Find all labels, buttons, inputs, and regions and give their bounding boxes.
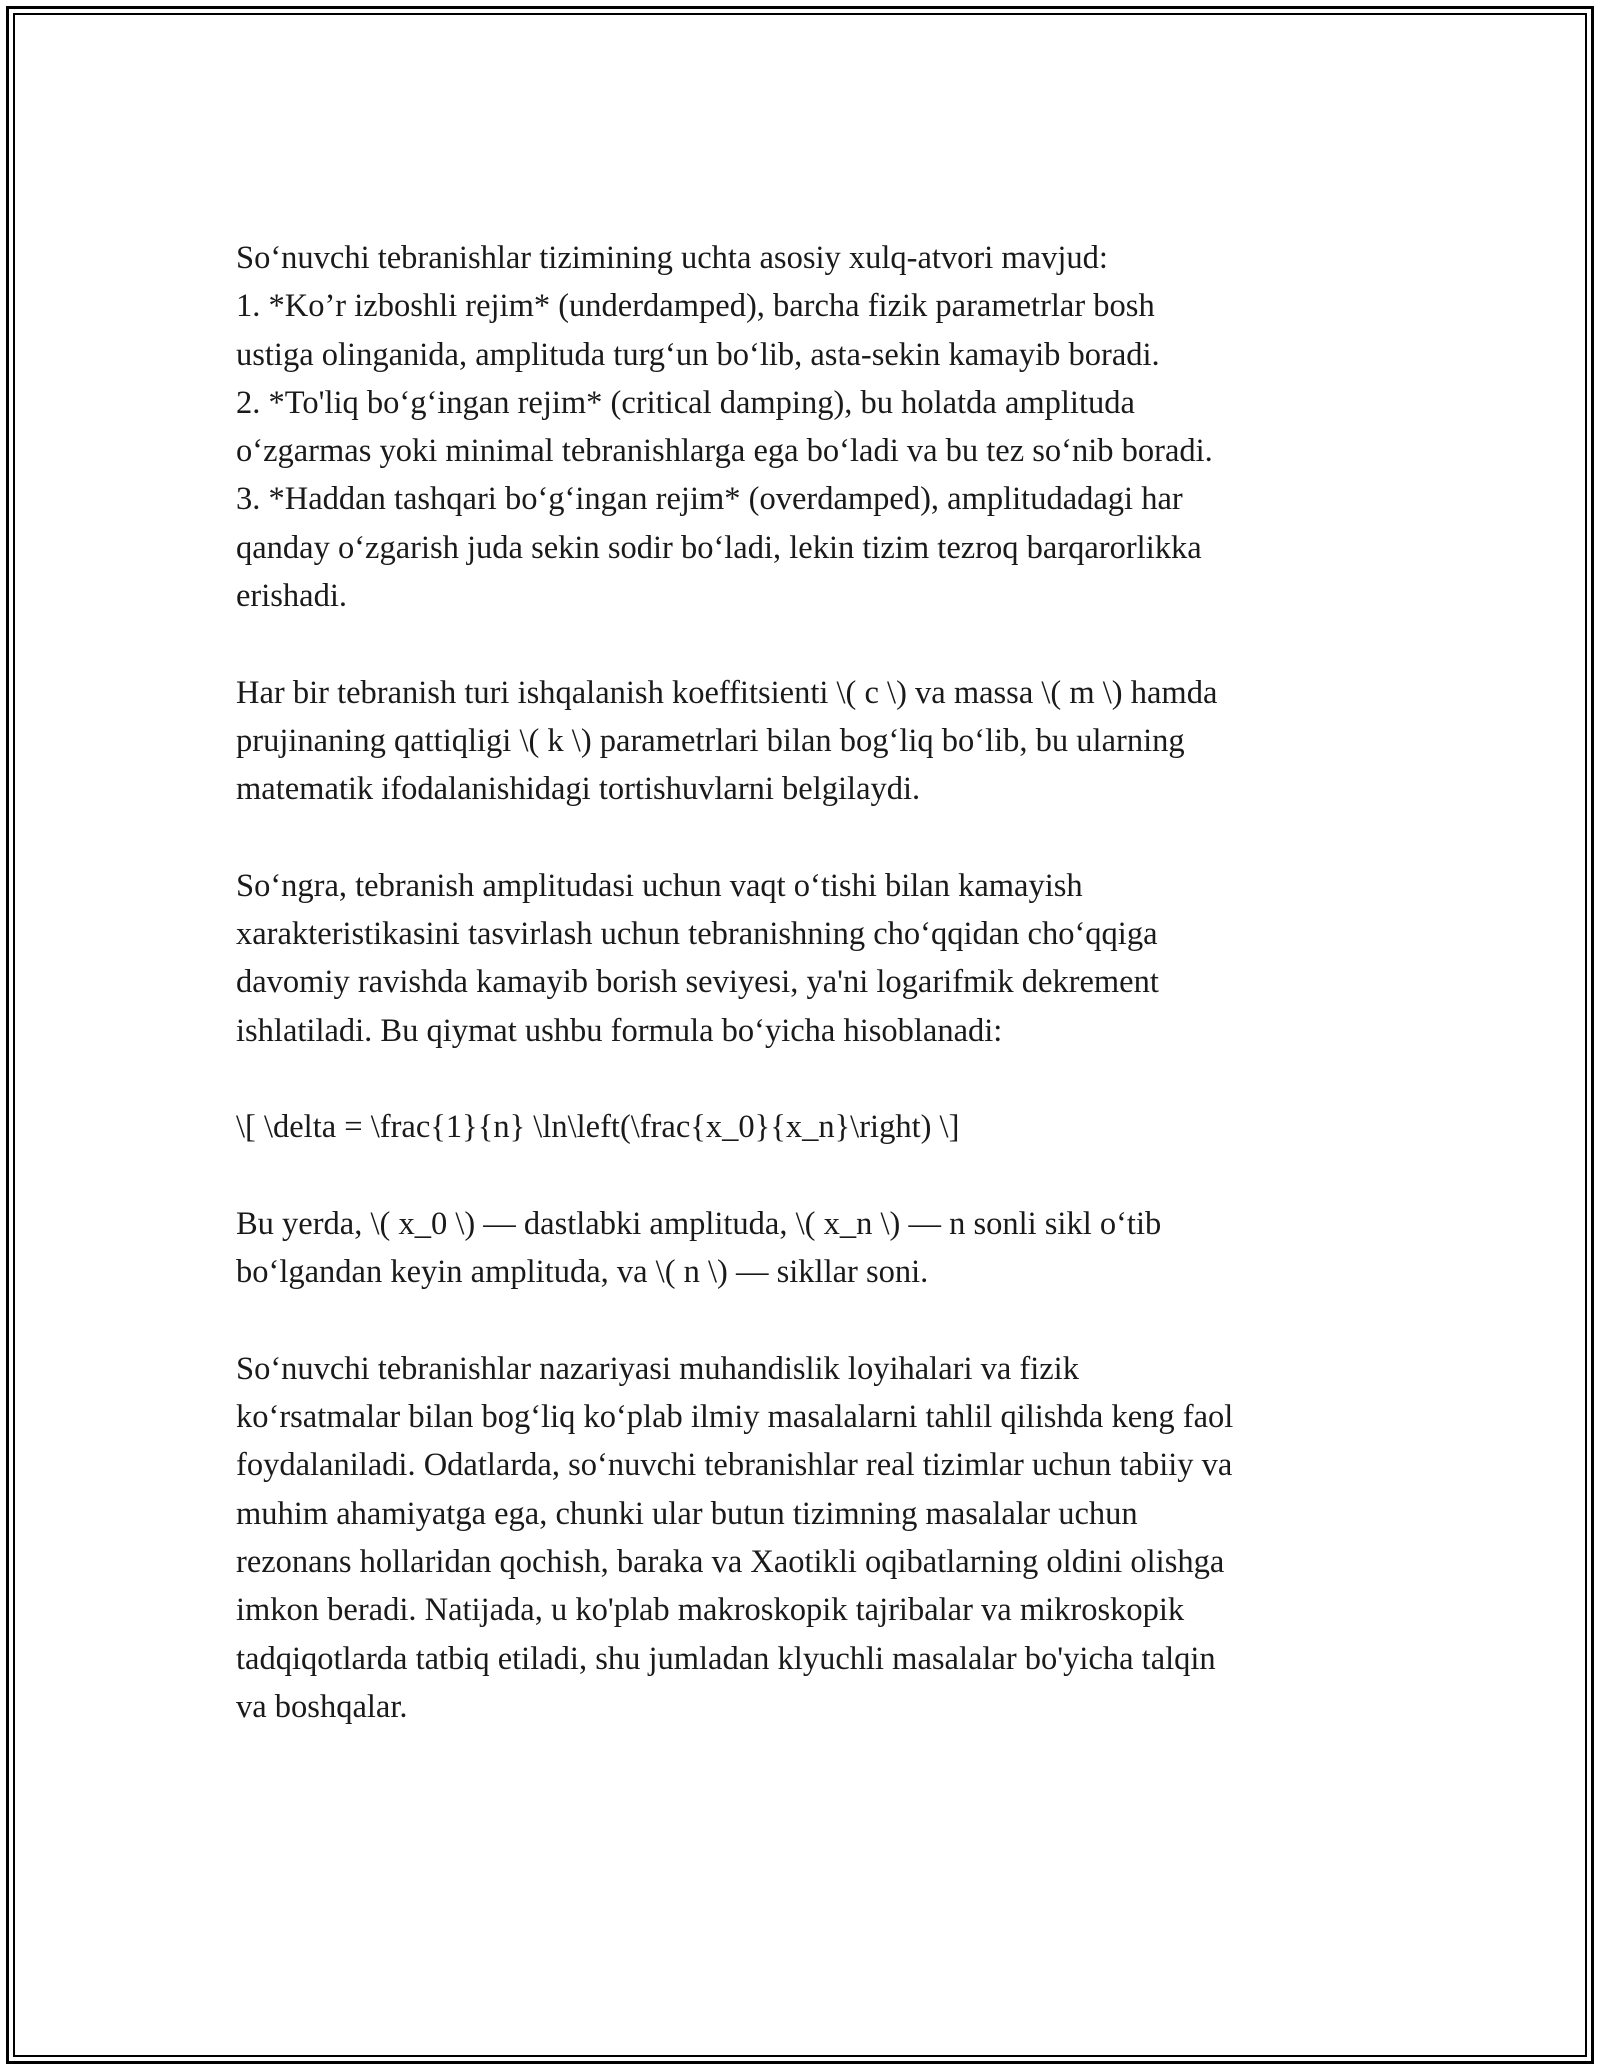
- text-line: matematik ifodalanishidagi tortishuvlarni belgilaydi.: [236, 771, 921, 808]
- paragraph-regimes: [236, 234, 1386, 620]
- text-line: 3. *Haddan tashqari bo‘g‘ingan rejim* (overdamped), amplitudadagi har: [236, 481, 1183, 518]
- text-line: So‘nuvchi tebranishlar nazariyasi muhandislik loyihalari va fizik: [236, 1350, 1079, 1387]
- text-line: erishadi.: [236, 578, 348, 615]
- text-line: bo‘lgandan keyin amplituda, va \( n \) — sikllar soni.: [236, 1254, 929, 1291]
- text-line: ko‘rsatmalar bilan bog‘liq ko‘plab ilmiy masalalarni tahlil qilishda keng faol: [236, 1399, 1234, 1436]
- text-line: davomiy ravishda kamayib borish seviyesi, ya'ni logarifmik dekrement: [236, 964, 1159, 1001]
- text-line: tadqiqotlarda tatbiq etiladi, shu jumladan klyuchli masalalar bo'yicha talqin: [236, 1640, 1216, 1677]
- text-line: So‘nuvchi tebranishlar tizimining uchta asosiy xulq-atvori mavjud:: [236, 240, 1108, 276]
- text-line: 2. *To'liq bo‘g‘ingan rejim* (critical damping), bu holatda amplituda: [236, 384, 1135, 421]
- text-line: imkon beradi. Natijada, u ko'plab makroskopik tajribalar va mikroskopik: [236, 1592, 1185, 1629]
- text-line: prujinaning qattiqligi \( k \) parametrlari bilan bog‘liq bo‘lib, bu ularning: [236, 722, 1185, 759]
- text-line: So‘ngra, tebranish amplitudasi uchun vaqt o‘tishi bilan kamayish: [236, 867, 1083, 904]
- text-line: rezonans hollaridan qochish, baraka va Xaotikli oqibatlarning oldini olishga: [236, 1544, 1225, 1581]
- paragraph-parameters: [236, 669, 1386, 814]
- text-line: foydalaniladi. Odatlarda, so‘nuvchi tebranishlar real tizimlar uchun tabiiy va: [236, 1447, 1233, 1484]
- text-line: xarakteristikasini tasvirlash uchun tebranishning cho‘qqidan cho‘qqiga: [236, 916, 1158, 953]
- formula-line: [236, 1103, 1386, 1151]
- text-line: qanday o‘zgarish juda sekin sodir bo‘ladi, lekin tizim tezroq barqarorlikka: [236, 529, 1202, 566]
- text-line: muhim ahamiyatga ega, chunki ular butun tizimning masalalar uchun: [236, 1495, 1138, 1532]
- text-line: va boshqalar.: [236, 1688, 408, 1725]
- text-line: \[ \delta = \frac{1}{n} \ln\left(\frac{x_0}{x_n}\right) \]: [236, 1109, 960, 1146]
- text-line: 1. *Ko’r izboshli rejim* (underdamped), barcha fizik parametrlar bosh: [236, 288, 1155, 325]
- document-body: [236, 234, 1386, 1780]
- text-line: Har bir tebranish turi ishqalanish koeffitsienti \( c \) va massa \( m \) hamda: [236, 674, 1218, 711]
- text-line: ustiga olinganida, amplituda turg‘un bo‘lib, asta-sekin kamayib boradi.: [236, 336, 1160, 373]
- paragraph-applications: [236, 1345, 1386, 1731]
- text-line: o‘zgarmas yoki minimal tebranishlarga ega bo‘ladi va bu tez so‘nib boradi.: [236, 433, 1213, 470]
- text-line: Bu yerda, \( x_0 \) — dastlabki amplituda, \( x_n \) — n sonli sikl o‘tib: [236, 1205, 1162, 1242]
- text-line: ishlatiladi. Bu qiymat ushbu formula bo‘yicha hisoblanadi:: [236, 1012, 1003, 1049]
- paragraph-log-decrement: [236, 862, 1386, 1055]
- paragraph-definitions: [236, 1200, 1386, 1297]
